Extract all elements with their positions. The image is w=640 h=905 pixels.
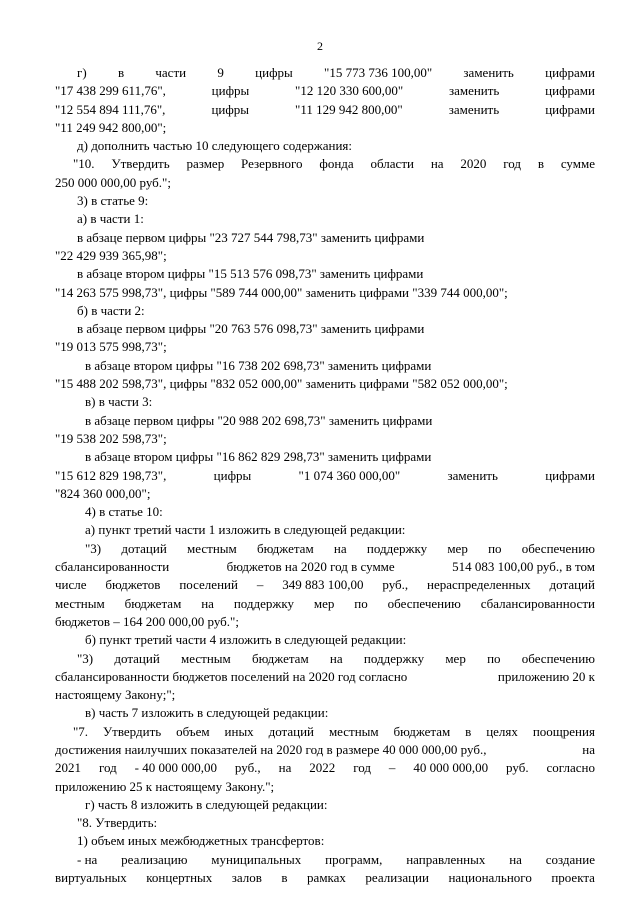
text-word: местным	[187, 540, 237, 556]
text-line: "19 013 575 998,73";	[55, 339, 167, 355]
text-word: дотаций	[549, 577, 595, 593]
text-word: приложению 20 к	[497, 668, 595, 684]
text-word: –	[388, 760, 396, 776]
text-word: на	[333, 540, 347, 556]
text-word: числе	[55, 577, 87, 593]
text-word: цифры	[211, 83, 250, 99]
text-word: цифры	[255, 65, 293, 80]
text-word: достижения наилучших показателей на 2020 год в размере 40 000 000,00 руб.,	[55, 741, 487, 757]
text-line	[55, 64, 595, 82]
text-line: 4) в статье 10:	[85, 504, 163, 520]
text-word: мер	[447, 540, 468, 556]
text-word: руб.,	[234, 760, 261, 776]
text-line: в абзаце первом цифры "23 727 544 798,73" заменить цифрами	[77, 229, 425, 245]
text-word: на	[582, 741, 595, 757]
text-line	[55, 851, 595, 869]
text-word: Резервного	[241, 156, 303, 172]
text-word: г)	[77, 65, 87, 80]
text-line: 1) объем иных межбюджетных трансфертов:	[77, 833, 325, 849]
text-word: руб.	[506, 760, 529, 776]
text-word: "17 438 299 611,76",	[55, 83, 166, 99]
text-word: обеспечению	[387, 595, 461, 611]
text-word: заменить	[463, 65, 514, 80]
text-word: год	[353, 760, 371, 776]
text-word: части	[155, 65, 187, 80]
text-line	[55, 82, 595, 100]
text-word: рамках	[307, 870, 346, 886]
text-word: 349 883 100,00	[282, 577, 364, 593]
text-line: в абзаце первом цифры "20 763 576 098,73" заменить цифрами	[77, 321, 425, 337]
text-word: местным	[328, 723, 379, 739]
text-word: залов	[231, 870, 262, 886]
text-word: дотаций	[268, 723, 315, 739]
text-line: в абзаце втором цифры "16 738 202 698,73" заменить цифрами	[85, 357, 432, 373]
text-word: по	[354, 595, 368, 611]
text-word: "11 129 942 800,00"	[295, 101, 403, 117]
text-word: заменить	[447, 467, 498, 483]
document-body	[55, 64, 595, 887]
text-word: муниципальных	[211, 851, 302, 867]
text-word: бюджетам	[393, 723, 451, 739]
text-word: поощрения	[532, 723, 595, 739]
text-word: согласно	[546, 760, 595, 776]
text-word: на	[430, 156, 444, 172]
text-line: бюджетов – 164 200 000,00 руб.";	[55, 613, 239, 629]
text-word: обеспечению	[521, 650, 595, 666]
text-line: "14 263 575 998,73", цифры "589 744 000,00" заменить цифрами "339 744 000,00";	[55, 284, 508, 300]
text-word: размер	[186, 156, 225, 172]
text-word: заменить	[448, 101, 500, 117]
text-word: "7.	[73, 723, 89, 739]
text-word: направленных	[406, 851, 486, 867]
text-line: "22 429 939 365,98";	[55, 247, 167, 263]
text-word: "15 612 829 198,73",	[55, 467, 167, 483]
text-line: г) часть 8 изложить в следующей редакции:	[85, 796, 328, 812]
text-line	[55, 741, 595, 759]
text-word: Утвердить	[111, 156, 170, 172]
text-line: приложению 25 к настоящему Закону.";	[55, 778, 275, 794]
text-word: поддержку	[233, 595, 295, 611]
text-line: в абзаце втором цифры "16 862 829 298,73" заменить цифрами	[85, 449, 432, 465]
text-word: цифрами	[545, 467, 595, 483]
text-line: в абзаце втором цифры "15 513 576 098,73" заменить цифрами	[77, 266, 424, 282]
text-line: "824 360 000,00";	[55, 485, 151, 501]
text-line: 3) в статье 9:	[77, 193, 149, 209]
text-word: сбалансированности	[55, 559, 170, 575]
text-word: мер	[445, 650, 466, 666]
text-word: цифрами	[545, 101, 595, 117]
text-word: год	[503, 156, 521, 172]
text-word: –	[256, 577, 264, 593]
text-word: "12 554 894 111,76",	[55, 101, 166, 117]
text-line	[55, 595, 595, 613]
text-word: реализации	[365, 870, 429, 886]
text-word: 40 000 000,00	[413, 760, 489, 776]
text-word: на	[201, 595, 214, 611]
text-word: "1 074 360 000,00"	[298, 467, 401, 483]
text-line: в абзаце первом цифры "20 988 202 698,73" заменить цифрами	[85, 412, 433, 428]
text-word: цифрами	[545, 65, 595, 80]
text-word: иных	[224, 723, 254, 739]
text-word: нераспределенных	[427, 577, 531, 593]
text-word: целях	[486, 723, 518, 739]
text-word: "3)	[85, 540, 102, 556]
text-line	[55, 467, 595, 485]
page-number: 2	[317, 39, 323, 53]
text-word: бюджетам	[251, 650, 309, 666]
text-word: поддержку	[366, 540, 428, 556]
text-word: "15 773 736 100,00"	[324, 65, 433, 80]
text-word: бюджетам	[124, 595, 182, 611]
text-word: цифры	[211, 101, 250, 117]
text-line: б) пункт третий части 4 изложить в следующей редакции:	[85, 632, 407, 648]
text-word: цифры	[213, 467, 252, 483]
text-word: бюджетам	[256, 540, 314, 556]
text-word: сбалансированности бюджетов поселений на 2020 год согласно	[55, 668, 408, 684]
text-word: местным	[181, 650, 231, 666]
text-line: настоящему Закону;";	[55, 687, 176, 703]
text-line: б) в части 2:	[77, 302, 145, 318]
text-line	[55, 155, 595, 173]
text-word: цифрами	[545, 83, 595, 99]
text-word: в	[537, 156, 544, 172]
text-word: бюджетов на 2020 год в сумме	[226, 559, 395, 575]
text-word: дотаций	[121, 540, 167, 556]
text-line: 250 000 000,00 руб.";	[55, 174, 171, 190]
text-word: 2022	[309, 760, 336, 776]
text-word: по	[487, 650, 501, 666]
text-line	[55, 101, 595, 119]
text-word: - 40 000 000,00	[134, 760, 217, 776]
text-line: в) в части 3:	[85, 394, 153, 410]
text-word: концертных	[146, 870, 213, 886]
text-word: поддержку	[363, 650, 425, 666]
text-line: а) в части 1:	[77, 211, 144, 227]
text-line	[55, 558, 595, 576]
text-line	[55, 723, 595, 741]
text-word: дотаций	[114, 650, 160, 666]
text-word: 2020	[460, 156, 487, 172]
text-line	[55, 668, 595, 686]
text-word: на	[329, 650, 343, 666]
text-line: "15 488 202 598,73", цифры "832 052 000,00" заменить цифрами "582 052 000,00";	[55, 376, 508, 392]
text-line: а) пункт третий части 1 изложить в следующей редакции:	[85, 522, 406, 538]
text-line	[55, 576, 595, 594]
text-word: области	[370, 156, 414, 172]
text-word: поселений	[179, 577, 238, 593]
text-word: заменить	[448, 83, 500, 99]
text-word: фонда	[319, 156, 354, 172]
text-word: в	[465, 723, 472, 739]
text-word: на	[278, 760, 292, 776]
text-word: виртуальных	[55, 870, 127, 886]
text-word: сумме	[560, 156, 595, 172]
text-line: "19 538 202 598,73";	[55, 430, 167, 446]
text-word: объем	[176, 723, 210, 739]
text-word: год	[98, 760, 117, 776]
text-word: 514 083 100,00 руб., в том	[452, 559, 595, 575]
text-line	[55, 540, 595, 558]
text-line	[55, 869, 595, 887]
text-word: - на	[77, 851, 98, 867]
text-word: "10.	[73, 156, 95, 172]
text-line: "8. Утвердить:	[77, 815, 158, 831]
text-word: по	[488, 540, 502, 556]
text-line	[55, 650, 595, 668]
text-word: проекта	[551, 870, 595, 886]
text-word: сбалансированности	[480, 595, 595, 611]
text-word: местным	[55, 595, 105, 611]
text-word: национального	[448, 870, 532, 886]
text-word: обеспечению	[521, 540, 595, 556]
text-word: 2021	[55, 760, 81, 776]
text-word: руб.,	[382, 577, 409, 593]
text-line: в) часть 7 изложить в следующей редакции:	[85, 705, 329, 721]
text-word: программ,	[325, 851, 383, 867]
text-line	[55, 759, 595, 777]
text-word: в	[117, 65, 125, 80]
text-word: бюджетов	[105, 577, 161, 593]
text-word: Утвердить	[102, 723, 162, 739]
text-word: "12 120 330 600,00"	[295, 83, 404, 99]
text-word: в	[281, 870, 288, 886]
text-word: создание	[545, 851, 595, 867]
text-word: "3)	[77, 650, 94, 666]
text-word: реализацию	[121, 851, 188, 867]
text-word: 9	[217, 65, 224, 80]
text-line: д) дополнить частью 10 следующего содержания:	[77, 138, 353, 154]
text-line: "11 249 942 800,00";	[55, 119, 167, 135]
text-word: на	[509, 851, 522, 867]
text-word: мер	[313, 595, 335, 611]
